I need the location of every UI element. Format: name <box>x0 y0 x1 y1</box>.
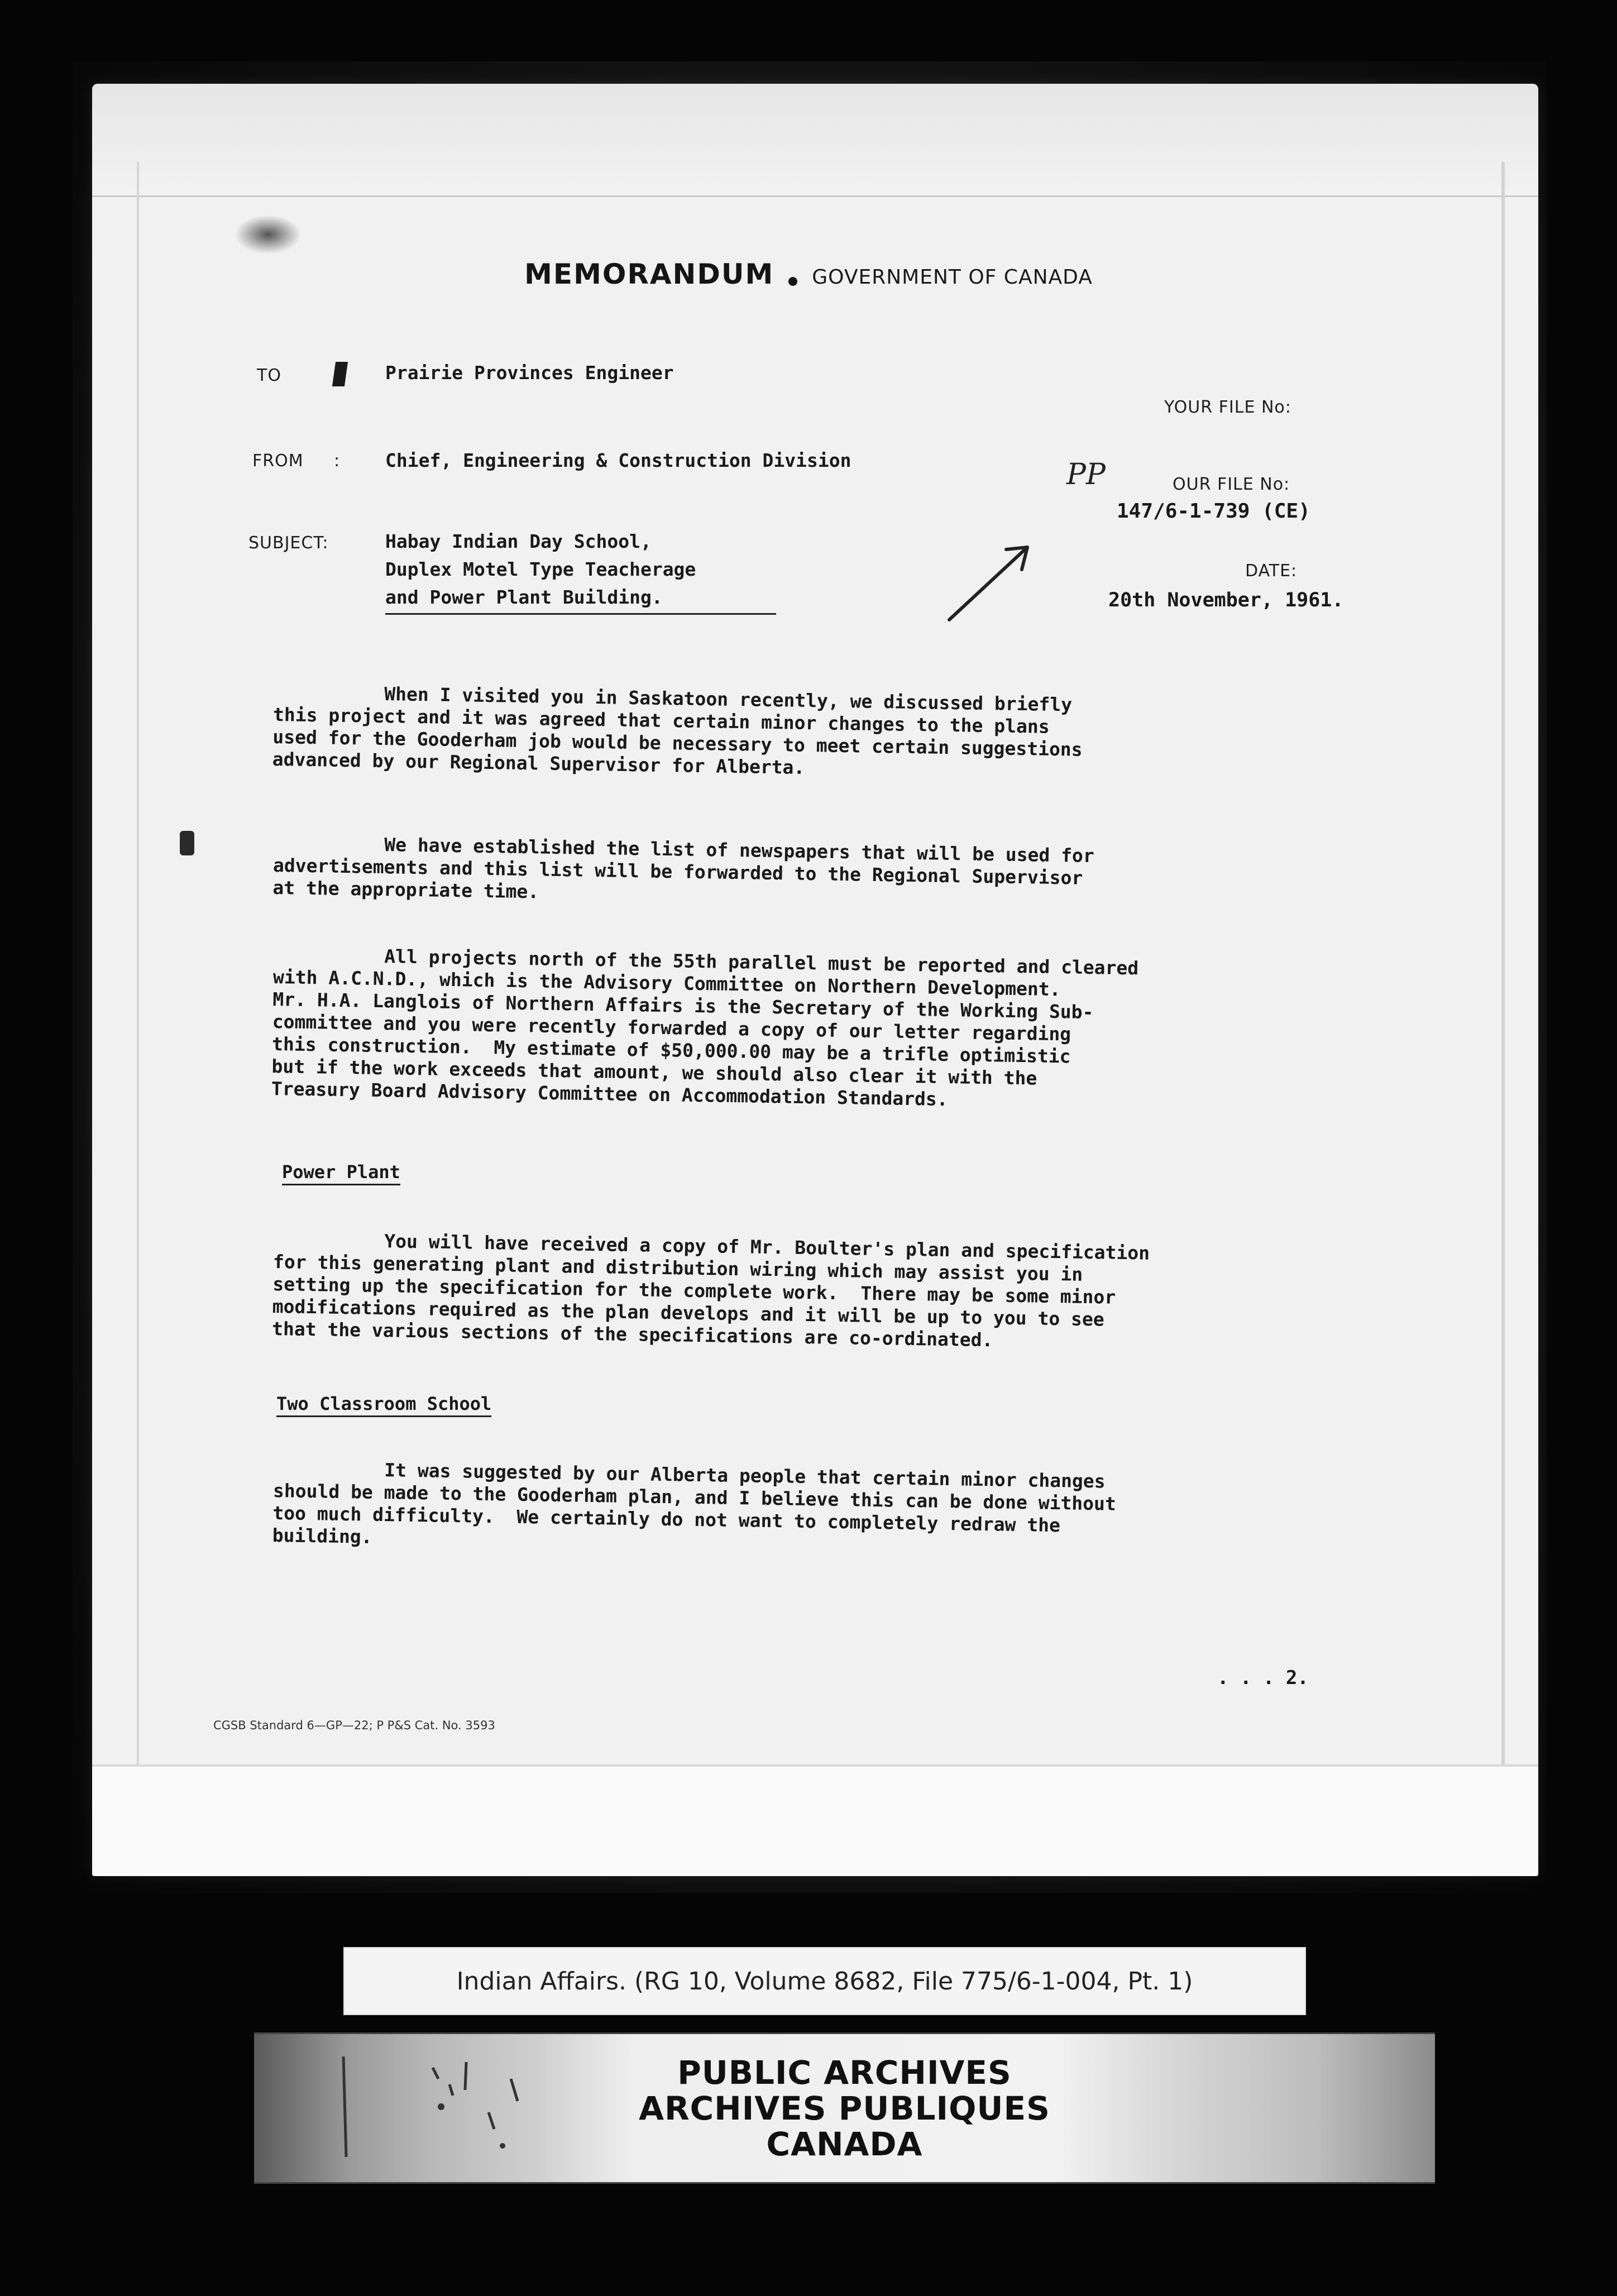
memo-title: MEMORANDUM <box>524 258 774 290</box>
handwritten-initials: PP <box>1066 458 1106 491</box>
subject-label: SUBJECT: <box>248 533 329 553</box>
archive-caption-box <box>343 1947 1306 2015</box>
memo-org: GOVERNMENT OF CANADA <box>812 266 1093 289</box>
archive-stamp-text <box>254 2034 1435 2182</box>
subject-underline <box>385 613 776 615</box>
archive-caption: Indian Affairs. (RG 10, Volume 8682, File 775/6-1-004, Pt. 1) <box>456 1967 1193 1996</box>
page-bottom-band <box>92 1764 1538 1876</box>
paragraph-3: All projects north of the 55th parallel must be reported and cleared with A.C.N.D., which is the Advisory Committee on Northern Development. Mr. H.A. Langlois of Northern Affairs is the Secretary of the Working Sub- committee and you were recently forwarded a copy of our letter regarding this construction. My estimate of $50,000.00 may be a trifle optimistic but if the work exceeds that amount, we should also clear it with the Treasury Board Advisory Committee on Accommodation Standards. <box>271 944 1139 1111</box>
subject-line-3: and Power Plant Building. <box>385 586 663 608</box>
our-file-value: 147/6-1-739 (CE) <box>1117 500 1310 523</box>
stamp-line-3: CANADA <box>766 2125 923 2163</box>
date-label: DATE: <box>1245 561 1298 581</box>
stamp-line-2: ARCHIVES PUBLIQUES <box>639 2089 1050 2127</box>
section-text-two-classroom: It was suggested by our Alberta people that certain minor changes should be made to the Gooderham plan, and I believe this can be done without too much difficulty. We certainly do not want to completely redraw the building. <box>272 1457 1117 1548</box>
archive-stamp-bar <box>254 2032 1435 2184</box>
your-file-label: YOUR FILE No: <box>1164 398 1291 417</box>
handwritten-arrow-icon <box>944 536 1039 625</box>
stamp-line-1: PUBLIC ARCHIVES <box>677 2053 1012 2092</box>
paragraph-2: We have established the list of newspapers that will be used for advertisements and this list will be forwarded to the Regional Supervisor at the appropriate time. <box>272 832 1095 903</box>
margin-mark <box>180 831 194 855</box>
from-value: Chief, Engineering & Construction Division <box>385 449 851 471</box>
section-heading-power-plant: Power Plant <box>282 1161 400 1183</box>
smudge-mark <box>235 215 302 254</box>
form-number: CGSB Standard 6—GP—22; P P&S Cat. No. 3593 <box>213 1719 495 1732</box>
date-value: 20th November, 1961. <box>1108 589 1344 611</box>
to-label: TO <box>257 366 281 385</box>
memo-masthead <box>0 258 1617 290</box>
page-continuation: . . . 2. <box>1217 1667 1309 1689</box>
paragraph-1: When I visited you in Saskatoon recently, we discussed briefly this project and it was agreed that certain minor changes to the plans used for the Gooderham job would be necessary to meet certain suggestions advanced by our Regional Supervisor for Alberta. <box>272 681 1083 778</box>
from-colon: : <box>334 451 341 471</box>
section-heading-two-classroom: Two Classroom School <box>276 1393 491 1414</box>
our-file-label: OUR FILE No: <box>1173 475 1290 494</box>
subject-line-1: Habay Indian Day School, <box>385 530 652 552</box>
from-label: FROM <box>252 451 304 471</box>
bullet-dot <box>788 277 797 286</box>
section-text-power-plant: You will have received a copy of Mr. Boulter's plan and specification for this generating plant and distribution wiring which may assist you in setting up the specification for the complete work. There may be some minor modifications required as the plan develops and it will be up to you to see that the various sections of the specifications are co-ordinated. <box>271 1228 1150 1351</box>
to-value: Prairie Provinces Engineer <box>385 362 674 384</box>
subject-line-2: Duplex Motel Type Teacherage <box>385 558 696 580</box>
